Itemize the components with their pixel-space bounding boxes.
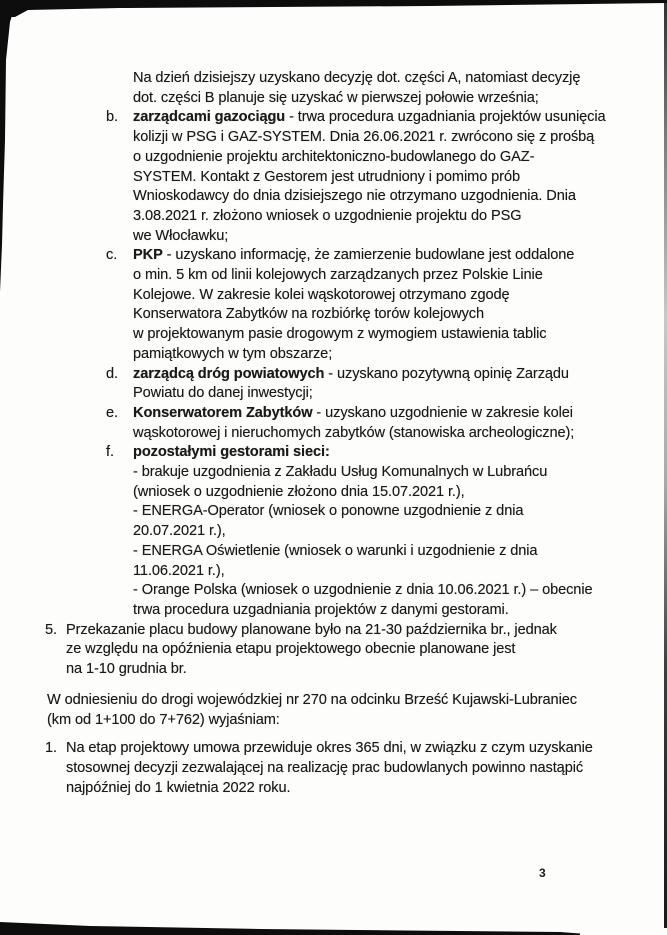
list-item-lead-bold: zarządcami gazociągu xyxy=(133,109,286,126)
text-line: - ENERGA-Operator (wniosek o ponowne uzgodnienie z dnia xyxy=(133,503,524,520)
text-line: najpóźniej do 1 kwietnia 2022 roku. xyxy=(66,779,291,796)
page-number: 3 xyxy=(539,866,546,880)
document-body xyxy=(0,69,667,798)
list-item-marker: f. xyxy=(106,444,114,461)
text-line: (km od 1+100 do 7+762) wyjaśniam: xyxy=(47,711,280,728)
text-line: 11.06.2021 r.), xyxy=(133,562,225,579)
scan-edge-bottom xyxy=(0,921,580,935)
text-line: w projektowanym pasie drogowym z wymogiem ustawienia tablic xyxy=(133,326,547,343)
text-line: o uzgodnienie projektu architektoniczno-budowlanego do GAZ- xyxy=(133,148,535,165)
text-line: - brakuje uzgodnienia z Zakładu Usług Komunalnych w Lubrańcu xyxy=(133,464,548,481)
text-line: wąskotorowej i nieruchomych zabytków (stanowiska archeologiczne); xyxy=(133,424,575,441)
text-line: (wniosek o uzgodnienie złożono dnia 15.07.2021 r.), xyxy=(133,483,465,500)
list-item-lead-bold: PKP xyxy=(133,247,163,264)
list-item-body xyxy=(133,424,667,444)
list-item-marker: e. xyxy=(106,404,118,421)
numbered-item-body xyxy=(66,621,667,680)
list-item-lead-rest: - uzyskano pozytywną opinię Zarządu xyxy=(324,365,569,382)
list-item-lead-bold: zarządcą dróg powiatowych xyxy=(133,365,325,382)
list-item-b xyxy=(106,108,667,246)
text-line: we Włocławku; xyxy=(133,227,229,244)
list-item-lead-bold: pozostałymi gestorami sieci: xyxy=(133,444,330,461)
text-line: kolizji w PSG i GAZ-SYSTEM. Dnia 26.06.2021 r. zwrócono się z prośbą xyxy=(133,129,595,146)
closing-paragraph xyxy=(47,691,667,730)
list-item-lead-line xyxy=(133,108,667,128)
list-item-lead-line xyxy=(133,443,667,463)
text-line: W odniesieniu do drogi wojewódzkiej nr 270 na odcinku Brześć Kujawski-Lubraniec xyxy=(47,691,577,708)
text-line: Powiatu do danej inwestycji; xyxy=(133,385,313,402)
text-line: Na etap projektowy umowa przewiduje okres 365 dni, w związku z czym uzyskanie xyxy=(66,740,593,757)
list-item-e xyxy=(106,404,667,443)
text-line: Kolejowe. W zakresie kolei wąskotorowej otrzymano zgodę xyxy=(133,286,510,303)
list-item-marker: c. xyxy=(106,247,118,264)
text-line: Na dzień dzisiejszy uzyskano decyzję dot. części A, natomiast decyzję xyxy=(133,70,581,86)
list-item-f xyxy=(106,443,667,620)
text-line: trwa procedura uzgadniania projektów z danymi gestorami. xyxy=(133,601,509,618)
list-item-body xyxy=(133,384,667,404)
list-item-lead-rest: - uzyskano uzgodnienie w zakresie kolei xyxy=(312,404,573,421)
text-line: stosownej decyzji zezwalającej na realizację prac budowlanych powinno nastąpić xyxy=(66,759,584,776)
list-item-body xyxy=(133,463,667,621)
list-item-lead-line xyxy=(133,246,667,266)
text-line: dot. części B planuje się uzyskać w pierwszej połowie września; xyxy=(133,89,539,106)
list-item-lead-rest: - uzyskano informację, że zamierzenie budowlane jest oddalone xyxy=(162,247,575,264)
list-item-marker: b. xyxy=(106,109,118,126)
text-line: - Orange Polska (wniosek o uzgodnienie z dnia 10.06.2021 r.) – obecnie xyxy=(133,582,593,599)
numbered-item-1 xyxy=(45,739,667,798)
list-item-lead-line xyxy=(133,365,667,385)
intro-continuation-paragraph xyxy=(133,69,667,108)
text-line: 3.08.2021 r. złożono wniosek o uzgodnienie projektu do PSG xyxy=(133,207,522,224)
list-item-lead-rest: - trwa procedura uzgadniania projektów usunięcia xyxy=(285,109,606,126)
text-line: - ENERGA Oświetlenie (wniosek o warunki i uzgodnienie z dnia xyxy=(133,542,538,559)
list-item-d xyxy=(106,365,667,404)
numbered-item-5 xyxy=(45,621,667,680)
numbered-item-body xyxy=(66,739,667,798)
scan-edge-top xyxy=(0,0,667,17)
text-line: SYSTEM. Kontakt z Gestorem jest utrudniony i pomimo prób xyxy=(133,168,520,185)
text-line: Wnioskodawcy do dnia dzisiejszego nie otrzymano uzgodnienia. Dnia xyxy=(133,188,576,205)
text-line: Przekazanie placu budowy planowane było na 21-30 października br., jednak xyxy=(66,621,557,638)
list-item-body xyxy=(133,128,667,246)
text-line: ze względu na opóźnienia etapu projektowego obecnie planowane jest xyxy=(66,641,516,658)
list-item-body xyxy=(133,266,667,365)
numbered-item-marker: 5. xyxy=(45,621,57,638)
text-line: na 1-10 grudnia br. xyxy=(66,661,187,678)
list-item-lead-line xyxy=(133,404,667,424)
numbered-item-marker: 1. xyxy=(45,740,57,757)
list-item-marker: d. xyxy=(106,365,118,382)
list-item-lead-bold: Konserwatorem Zabytków xyxy=(133,404,313,421)
text-line: Konserwatora Zabytków na rozbiórkę torów kolejowych xyxy=(133,306,484,323)
text-line: 20.07.2021 r.), xyxy=(133,523,226,540)
list-item-c xyxy=(106,246,667,364)
text-line: o min. 5 km od linii kolejowych zarządzanych przez Polskie Linie xyxy=(133,267,543,284)
text-line: pamiątkowych w tym obszarze; xyxy=(133,345,333,362)
